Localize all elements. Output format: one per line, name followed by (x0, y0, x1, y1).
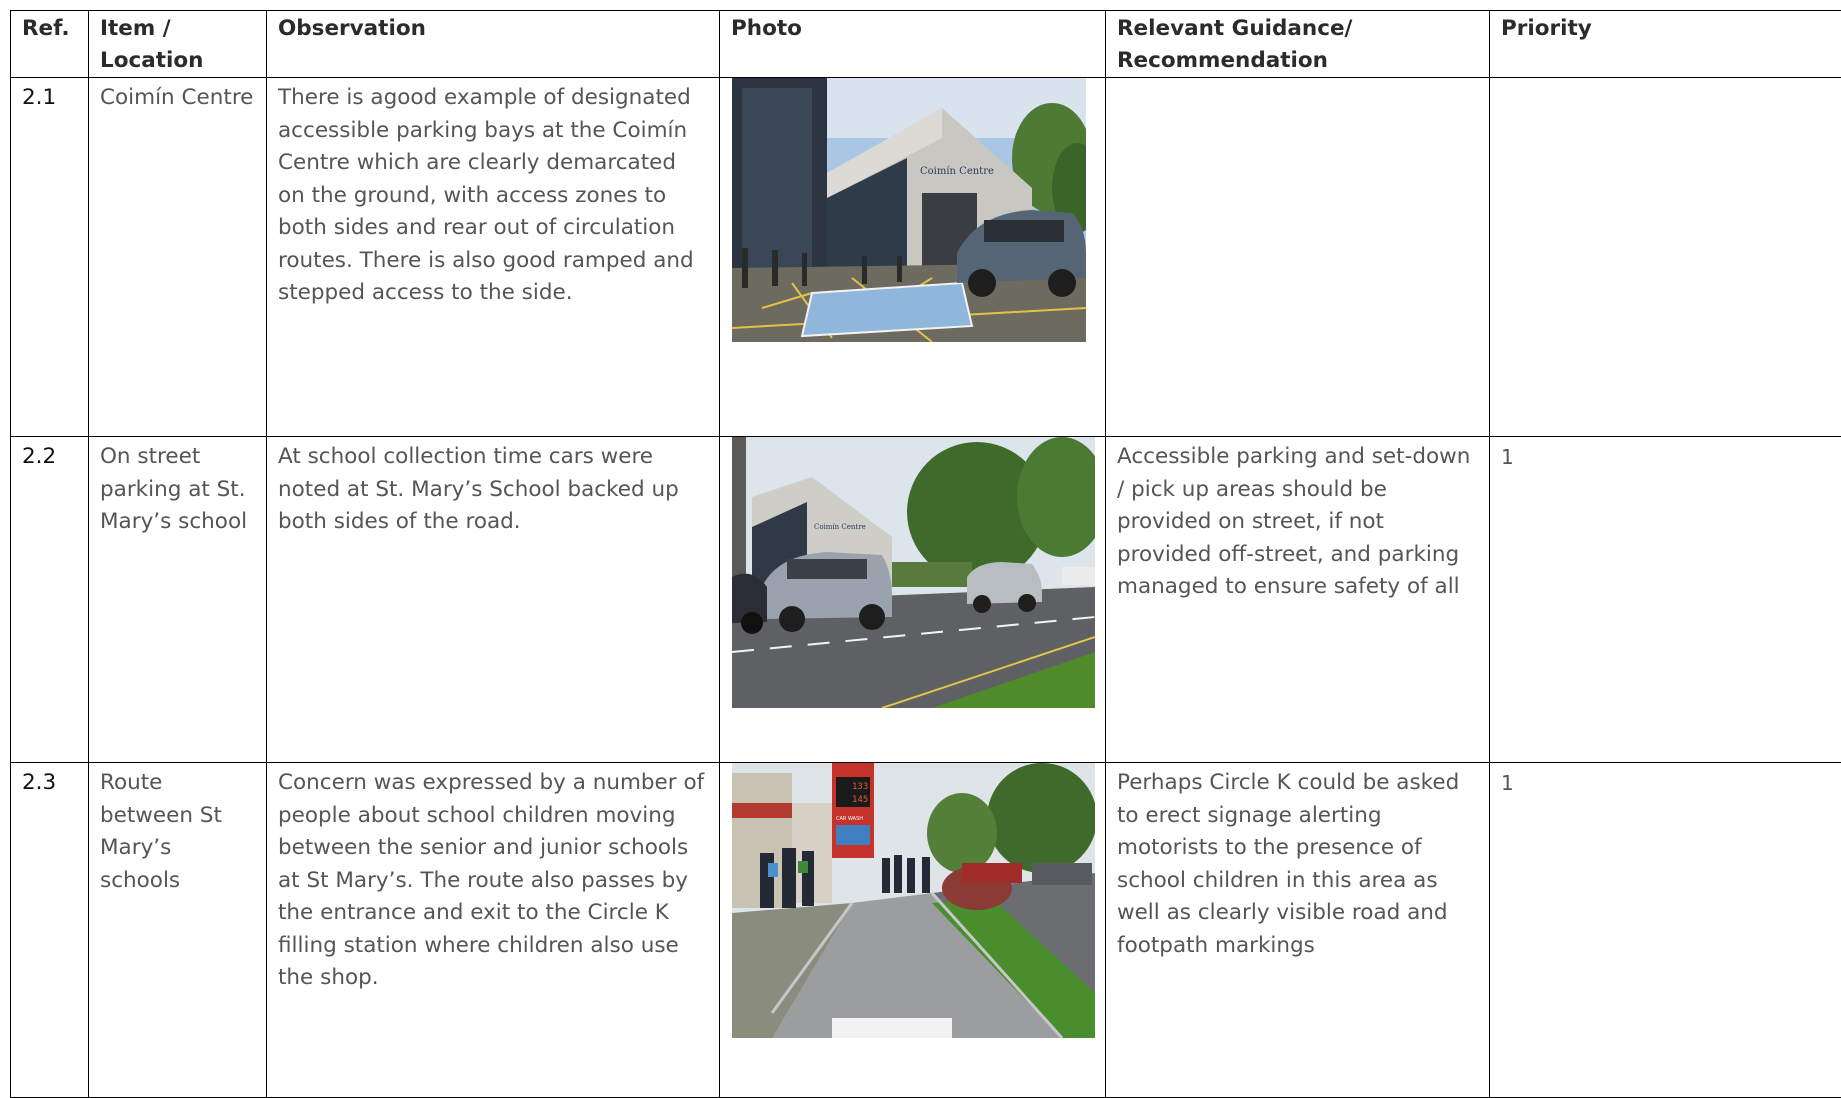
header-guidance: Relevant Guidance/ Recommendation (1106, 11, 1490, 78)
cell-photo (720, 78, 1106, 437)
price-sign-2: 145 (852, 795, 868, 805)
price-sign-1: 133 (852, 782, 868, 792)
cell-guidance: Perhaps Circle K could be asked to erect signage alerting motorists to the presence of school children in this area as well as clearly visible road and footpath markings (1106, 763, 1490, 1098)
cell-photo (720, 437, 1106, 763)
header-row (11, 11, 1841, 78)
photo-circle-k-route (732, 763, 1095, 1038)
photo-sign-text: Coimín Centre (920, 166, 994, 177)
cell-item-location: Coimín Centre (89, 78, 267, 437)
cell-guidance (1106, 78, 1490, 437)
cell-photo (720, 763, 1106, 1098)
cell-ref: 2.1 (11, 78, 89, 437)
header-photo: Photo (720, 11, 1106, 78)
car-wash-label: CAR WASH (836, 816, 863, 822)
cell-guidance: Accessible parking and set-down / pick up areas should be provided on street, if not provided off-street, and parking managed to ensure safety of all (1106, 437, 1490, 763)
cell-ref: 2.2 (11, 437, 89, 763)
table-row (11, 763, 1841, 1098)
header-ref: Ref. (11, 11, 89, 78)
header-priority: Priority (1490, 11, 1841, 78)
photo-coimin-centre-parking (732, 78, 1086, 342)
cell-item-location: On street parking at St. Mary’s school (89, 437, 267, 763)
cell-priority (1490, 78, 1841, 437)
table-row (11, 437, 1841, 763)
cell-item-location: Route between St Mary’s schools (89, 763, 267, 1098)
photo-sign-text: Coimín Centre (814, 523, 866, 531)
cell-priority: 1 (1490, 437, 1841, 763)
header-observation: Observation (267, 11, 720, 78)
photo-street-parking (732, 437, 1095, 708)
cell-ref: 2.3 (11, 763, 89, 1098)
cell-observation: At school collection time cars were noted at St. Mary’s School backed up both sides of the road. (267, 437, 720, 763)
cell-observation: There is agood example of designated accessible parking bays at the Coimín Centre which are clearly demarcated on the ground, with access zones to both sides and rear out of circulation routes. There is also good ramped and stepped access to the side. (267, 78, 720, 437)
cell-observation: Concern was expressed by a number of people about school children moving between the senior and junior schools at St Mary’s. The route also passes by the entrance and exit to the Circle K filling station where children also use the shop. (267, 763, 720, 1098)
header-item-location: Item / Location (89, 11, 267, 78)
cell-priority: 1 (1490, 763, 1841, 1098)
audit-table (10, 10, 1841, 1098)
table-row (11, 78, 1841, 437)
